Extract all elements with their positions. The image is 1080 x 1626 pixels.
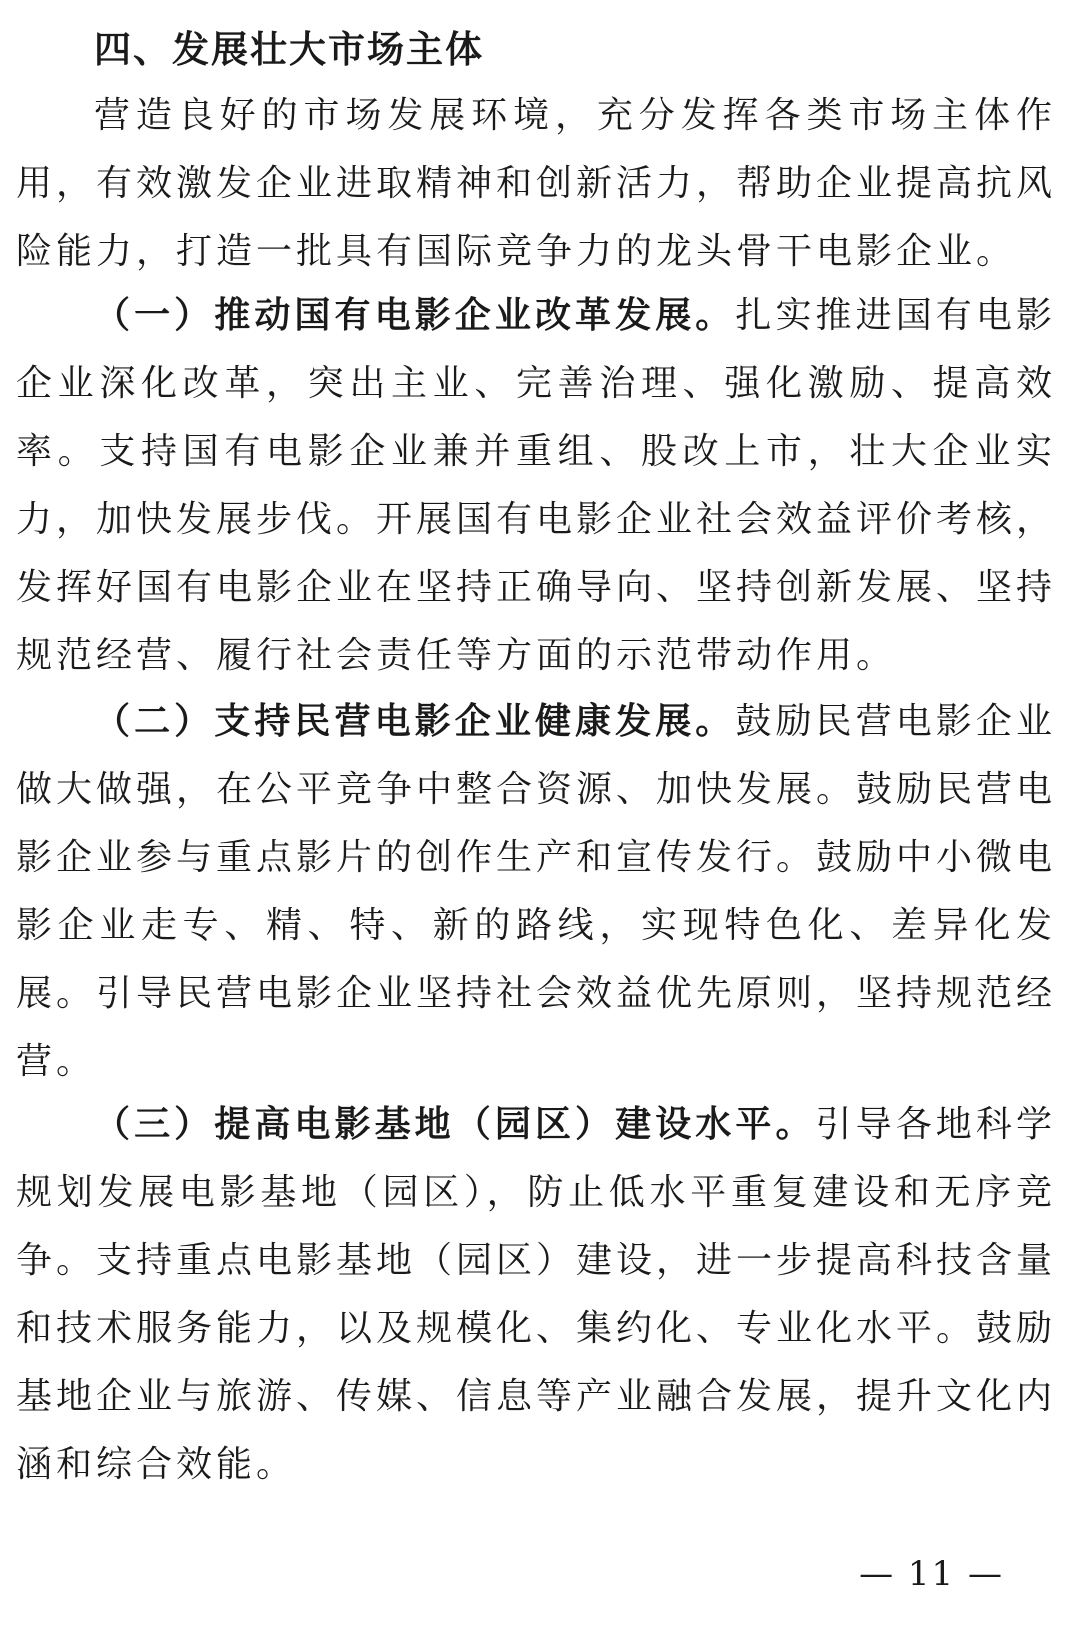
paragraph-intro	[16, 82, 1056, 286]
paragraph-private	[16, 688, 1056, 1096]
paragraph-text: 引导各地科学规划发展电影基地（园区），防止低水平重复建设和无序竞争。支持重点电影基地（园区）建设，进一步提高科技含量和技术服务能力，以及规模化、集约化、专业化水平。鼓励基地企业与旅游、传媒、信息等产业融合发展，提升文化内涵和综合效能。	[16, 1104, 1057, 1485]
paragraph-text: 鼓励民营电影企业做大做强，在公平竞争中整合资源、加快发展。鼓励民营电影企业参与重点影片的创作生产和宣传发行。鼓励中小微电影企业走专、精、特、新的路线，实现特色化、差异化发展。引导民营电影企业坚持社会效益优先原则，坚持规范经营。	[16, 701, 1057, 1082]
paragraph-text: 营造良好的市场发展环境，充分发挥各类市场主体作用，有效激发企业进取精神和创新活力，帮助企业提高抗风险能力，打造一批具有国际竞争力的龙头骨干电影企业。	[16, 95, 1057, 272]
paragraph-text: 扎实推进国有电影企业深化改革，突出主业、完善治理、强化激励、提高效率。支持国有电影企业兼并重组、股改上市，壮大企业实力，加快发展步伐。开展国有电影企业社会效益评价考核，发挥好国有电影企业在坚持正确导向、坚持创新发展、坚持规范经营、履行社会责任等方面的示范带动作用。	[16, 295, 1057, 676]
section-heading: 四、发展壮大市场主体	[94, 28, 484, 71]
paragraph-subtitle: （一）推动国有电影企业改革发展。	[94, 295, 736, 336]
paragraph-film-base	[16, 1091, 1056, 1499]
page-number: — 11 —	[859, 1554, 1004, 1594]
paragraph-subtitle: （二）支持民营电影企业健康发展。	[94, 701, 736, 742]
paragraph-subtitle: （三）提高电影基地（园区）建设水平。	[94, 1104, 816, 1145]
document-page	[16, 0, 1056, 1626]
paragraph-state-owned	[16, 282, 1056, 690]
